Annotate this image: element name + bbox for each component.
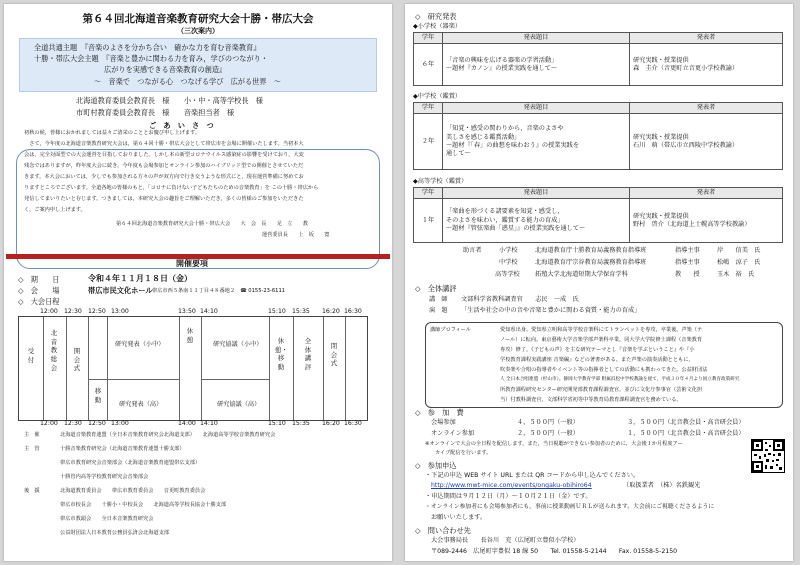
col-grade: 学年 (414, 103, 443, 114)
fee-general: ２，５００円（一般） (517, 430, 579, 437)
org-value: 帯広市教頭会 全日本音楽教育研究会 (60, 516, 154, 522)
theme-line: ～ 音楽で つながる心 つなげる学び 広がる世界 ～ (94, 77, 281, 86)
time-label: 16:20 (322, 308, 340, 315)
advisor-level: 小学校 (499, 247, 518, 254)
sched-kyogi-ko: 研究協議（高） (217, 401, 261, 408)
advisor-name: 松嶋 涼子 氏 (717, 259, 761, 266)
schedule-label: ◇ 大会日程 (18, 297, 60, 306)
greeting-text: 会は，完全対面型での大会運営を目指しておりました。しかし本の新型コロナウイルス感染症の影響を受けており，大変 (24, 152, 304, 158)
org-label: 後 援 (24, 488, 40, 494)
col-presenter: 発表者 (630, 103, 783, 114)
apply-url-link[interactable]: http://www.mwt-mice.com/events/ongaku-obihiro64 (431, 482, 592, 489)
presenter-cell (630, 44, 783, 86)
greeting-text: 残念ではありますが，昨年度大会に続き，今年度も会場参加とオンライン参加のハイブリッド型での開催とさせていただ (24, 163, 304, 169)
schedule-grid (18, 316, 368, 421)
theme-text: 通して～ (446, 149, 471, 157)
presenter-text: 森 圭介（音更町立音更小学校教諭） (633, 64, 739, 72)
theme-text: 美しさを感じる鑑賞活動」 (446, 133, 521, 141)
contact-text: 大会事務局長 長谷川 充（広尾町立豊似小学校） (431, 537, 580, 544)
page-subtitle: （三次案内） (177, 27, 219, 35)
advisors-label: 助言者 (463, 247, 482, 254)
sched-kaikai: 開会式 (73, 347, 81, 373)
theme-text: 「音楽の興味を広げる器楽の学習活動」 (446, 56, 558, 64)
time-label: 15:10 (268, 420, 286, 427)
time-label: 13:00 (111, 420, 129, 427)
theme-text: 「知覚・感受の関わりから，音楽のよさや (446, 125, 564, 133)
org-value: 帯広市教育研究会音楽部会（北海道音楽教育連盟帯広支部） (60, 460, 201, 466)
greeting-text: さて，今年度の北海道音楽教育研究大会は，第６４回十勝・帯広大会として帯広市を会場に開催いたします。当初本大 (24, 141, 304, 147)
time-label: 14:00 (178, 420, 196, 427)
lecturer-value: 文部科学省教科調査官 志民 一成 氏 (461, 296, 579, 303)
advisor-level: 高等学校 (495, 271, 520, 278)
sched-zentai: 全体講評 (304, 337, 312, 371)
org-label: 主 催 (24, 432, 40, 438)
greeting-text: 初秋の候，皆様におかれましては益々ご清栄のこととお慶び申し上げます。 (24, 130, 200, 136)
advisor-title: 指導主事 (675, 259, 700, 266)
time-label: 13:50 (178, 308, 196, 315)
qr-code-icon[interactable] (751, 439, 785, 473)
profile-text: ノール）に転向。東京藝術大学音楽学部声楽科卒業。同大学大学院修士課程（音楽教育 (500, 337, 703, 343)
fee-member: ３，５００円（北音教会員・高音研会員） (627, 419, 745, 426)
sched-kyukei: 休憩 (186, 327, 194, 344)
elem-table (413, 32, 783, 86)
theme-cell (443, 114, 630, 170)
time-label: 14:10 (200, 308, 218, 315)
time-label: 16:30 (344, 420, 362, 427)
theme-line: 全道共通主題 『音楽のよさを分かち合い 確かな力を育む音楽教育』 (34, 43, 261, 52)
page-left (4, 4, 392, 561)
presenter-text: 研究実践・授業提供 (633, 212, 689, 220)
theme-box (19, 38, 377, 92)
advisor-org: 北海道教育庁十勝教育局義務教育指導班 (535, 247, 647, 254)
apply-text: お願いいたします。 (431, 514, 487, 521)
venue-value: 帯広市民文化ホール (88, 286, 153, 295)
lecturer-profile-box (425, 322, 783, 408)
profile-label: 講師プロフィール (430, 327, 471, 333)
mid-label: ◆中学校（鑑賞） (413, 93, 462, 100)
advisor-level: 中学校 (499, 259, 518, 266)
time-label: 16:20 (322, 420, 340, 427)
lecturer-label: 講 師 (429, 296, 448, 303)
elem-label: ◆小学校（器楽） (413, 23, 462, 30)
greeting-title: ご あ い さ つ (149, 121, 214, 130)
time-label: 16:30 (344, 308, 362, 315)
greeting-text: りますところでございます。全道各地の皆様のもと，「コロナに負けない子どもたちのための音楽教育」を この十勝・帯広から (24, 185, 319, 191)
lecture-label: 演 題 (429, 307, 448, 314)
high-table (413, 187, 783, 243)
sched-heikai: 閉会式 (330, 342, 338, 368)
lecture-value: 「生活や社会の中の音や音楽と豊かに関わる資質・能力の育成」 (461, 307, 641, 314)
sched-kyukei-idou: 休憩・移動 (275, 337, 288, 371)
venue-address: 帯広市西５条南１１丁目４８番地２ ☎ 0155-23-6111 (152, 288, 286, 294)
advisor-name: 玉木 裕 氏 (717, 271, 755, 278)
col-presenter: 発表者 (630, 33, 783, 44)
org-value: 帯広市校長会 十勝小・中校長会 北海道高等学校長協会十勝支部 (60, 502, 227, 508)
presenter-cell (630, 114, 783, 170)
page-right (405, 4, 793, 561)
time-label: 12:00 (40, 420, 58, 427)
time-label: 12:30 (64, 308, 82, 315)
advisor-name: 岸 信美 氏 (717, 247, 761, 254)
fee-general: ４，５００円（一般） (517, 419, 579, 426)
col-presenter: 発表者 (630, 188, 783, 199)
grade-cell: ２年 (414, 114, 443, 170)
col-grade: 学年 (414, 33, 443, 44)
advisor-org: 北海道教育庁宗谷教育局義務教育指導班 (535, 259, 647, 266)
fee-type: オンライン参加 (431, 430, 475, 437)
time-label: 13:00 (111, 308, 129, 315)
presenter-cell (630, 199, 783, 243)
contact-text: 〒089-2446 広尾町字豊似 18 線 50 Tel. 01558-5-2144 Fax. 01558-5-2150 (431, 548, 678, 555)
presenter-text: 研究実践・授業提供 (633, 56, 689, 64)
date-value: 令和４年１１月１８日（金） (88, 274, 192, 283)
apply-text: ・下記の申込 WEB サイト URL または QR コードから申し込んでください。 (425, 472, 640, 479)
sched-hokkyo: 北音教総会 (50, 329, 58, 372)
greeting-text: く，ご案内申し上げます。 (24, 207, 86, 213)
theme-cell (443, 199, 630, 243)
sched-happyo-ko: 研究発表（高） (119, 401, 163, 408)
time-label: 14:10 (200, 420, 218, 427)
greeting-sign: 運営委員長 上 坂 寛 (262, 232, 330, 238)
theme-text: 「楽曲を形づくる諸要素を知覚・感受し， (446, 208, 564, 216)
grade-cell: ６年 (414, 44, 443, 86)
theme-line: 十勝・帯広大会主題 『音楽と豊かに関わる力を育み，学びのつながり・ (34, 54, 269, 63)
fee-member: １，５００円（北音教会員・高音研会員） (627, 430, 745, 437)
contact-header: ◇ 問い合わせ先 (415, 526, 471, 535)
org-value: 十勝管内高等学校教育研究会音楽部会 (60, 474, 149, 480)
col-theme: 発表題目 (443, 103, 630, 114)
grade-cell: １年 (414, 199, 443, 243)
col-theme: 発表題目 (443, 188, 630, 199)
org-label: 主 管 (24, 446, 40, 452)
advisor-org: 拓殖大学北海道短期大学保育学科 (535, 271, 628, 278)
time-label: 15:35 (292, 420, 310, 427)
presenter-text: 研究実践・授業提供 (633, 133, 689, 141)
sponsor-line: 北海道教育委員会教育長 様 小・中・高等学校長 様 (76, 96, 263, 105)
theme-text: ～題材『管弦楽曲「惑星」』の授業実践を通して～ (446, 224, 586, 232)
sched-happyo-shochu: 研究発表（小中） (115, 341, 165, 348)
org-value: 北海道教育委員会 帯広市教育委員会 音更町教育委員会 (60, 488, 206, 494)
time-label: 12:50 (88, 308, 106, 315)
sched-idou: 移動 (94, 387, 102, 404)
apply-agent: （取扱業者 （株）名鉄観光 (623, 482, 701, 489)
venue-label: ◇ 会 場 (18, 286, 60, 295)
lecture-header: ◇ 全体講評 (415, 284, 457, 293)
profile-text: 所教育課程研究センター研究開発部教育課程調査官，並びに文化庁参事官（芸術文化担 (500, 387, 703, 393)
research-header: ◇ 研究発表 (415, 12, 457, 21)
profile-text: 愛知県出身。愛知県立明和高等学校音楽科にてトランペットを専攻，卒業後，声楽（テ (500, 327, 703, 333)
theme-line: 広がりを実感できる音楽教育の創造』 (104, 65, 227, 74)
sched-uketsuke: 受付 (27, 347, 35, 364)
advisor-title: 教 授 (675, 271, 700, 278)
org-value: 公益財団法人日本教育公務員弘済会北海道支部 (60, 530, 169, 536)
page-title: 第６４回北海道音楽教育研究大会十勝・帯広大会 (82, 13, 314, 25)
fee-note: カイブ配信を行います。 (435, 450, 492, 456)
greeting-sign: 第６４回北海道音楽教育研究大会十勝・帯広大会 大 会 長 足 立 教 (116, 221, 308, 227)
advisor-title: 指導主事 (675, 247, 700, 254)
time-label: 12:50 (88, 420, 106, 427)
apply-text: ・申込期間は９月１２日（月）～１０月２１日（金）です。 (425, 493, 592, 500)
profile-text: 専攻）修了。《子どもの声》を主な研究テーマとし『音楽を学ぶということ』や『小 (500, 347, 695, 353)
sched-kyogi-shochu: 研究協議（小中） (213, 341, 263, 348)
theme-cell (443, 44, 630, 86)
org-value: 十勝音楽教育研究会（北海道音楽教育連盟十勝支部） (60, 446, 185, 452)
theme-text: ～題材『「春」の曲想を味わおう』の授業実践を (446, 141, 580, 149)
sponsor-line: 市町村教育委員会教育長 様 音楽担当者 様 (76, 108, 235, 117)
apply-header: ◇ 参加申込 (415, 461, 457, 470)
profile-text: 吹奏楽や合唱の指導者やイベント等の指揮者としての活動にも携わってきた。公益財団法 (500, 367, 708, 373)
time-label: 15:10 (268, 308, 286, 315)
profile-text: 人 全日本合唱連盟（杉山市）。静岡大学教育学部 附属浜松中学校教諭を経て，平成３０年４月より国立教育政策研究 (500, 377, 740, 382)
time-label: 12:30 (64, 420, 82, 427)
presenter-text: 野村 啓介（北海道上士幌高等学校教諭） (633, 220, 751, 228)
theme-text: ～題材『カノン』の授業実践を通して～ (446, 64, 558, 72)
fee-note: ※オンラインで大会の全日程を配信します。また，当日視聴ができない参加者のために，大会後１か月程度アー (425, 441, 683, 447)
profile-text: 当）付教科調査官，文部科学省初等中等教育局教育課程調査官を務めている。 (500, 397, 682, 403)
theme-text: そのよさを味わい，鑑賞する能力の育成」 (446, 216, 564, 224)
high-label: ◆高等学校（鑑賞） (413, 178, 468, 185)
fee-header: ◇ 参 加 費 (415, 408, 464, 417)
profile-text: 学校教育課程実践講座 音楽編』などの著書がある。また声楽の演奏活動とともに， (500, 357, 694, 363)
time-label: 15:35 (292, 308, 310, 315)
overview-header: 開催要項 (176, 259, 208, 268)
date-label: ◇ 期 日 (18, 275, 60, 284)
fee-type: 会場参加 (431, 419, 456, 426)
time-label: 12:00 (40, 308, 58, 315)
presenter-text: 石川 萌（帯広市立西陵中学校教諭） (633, 141, 739, 149)
apply-text: ・オンライン参加者にも会場参加者にも，事前に授業動画ＵＲＬが送られます。大会前にご視聴くださるように (425, 504, 715, 510)
org-value: 北海道音楽教育連盟（全日本音楽教育研究会北海道支部） 北海道高等学校音楽教育研究会 (60, 432, 276, 438)
col-grade: 学年 (414, 188, 443, 199)
col-theme: 発表題目 (443, 33, 630, 44)
mid-table (413, 102, 783, 170)
greeting-text: きます。本大会においては，少しでも参加される方々の声が双方向で行き交うような形式にと，現在運営準備に努めてお (24, 174, 304, 180)
greeting-text: 発信してまいりたいと存じます。つきましては，本研究大会の趣旨をご理解いただき，多くの皆様のご参加をいただきた (24, 196, 304, 202)
